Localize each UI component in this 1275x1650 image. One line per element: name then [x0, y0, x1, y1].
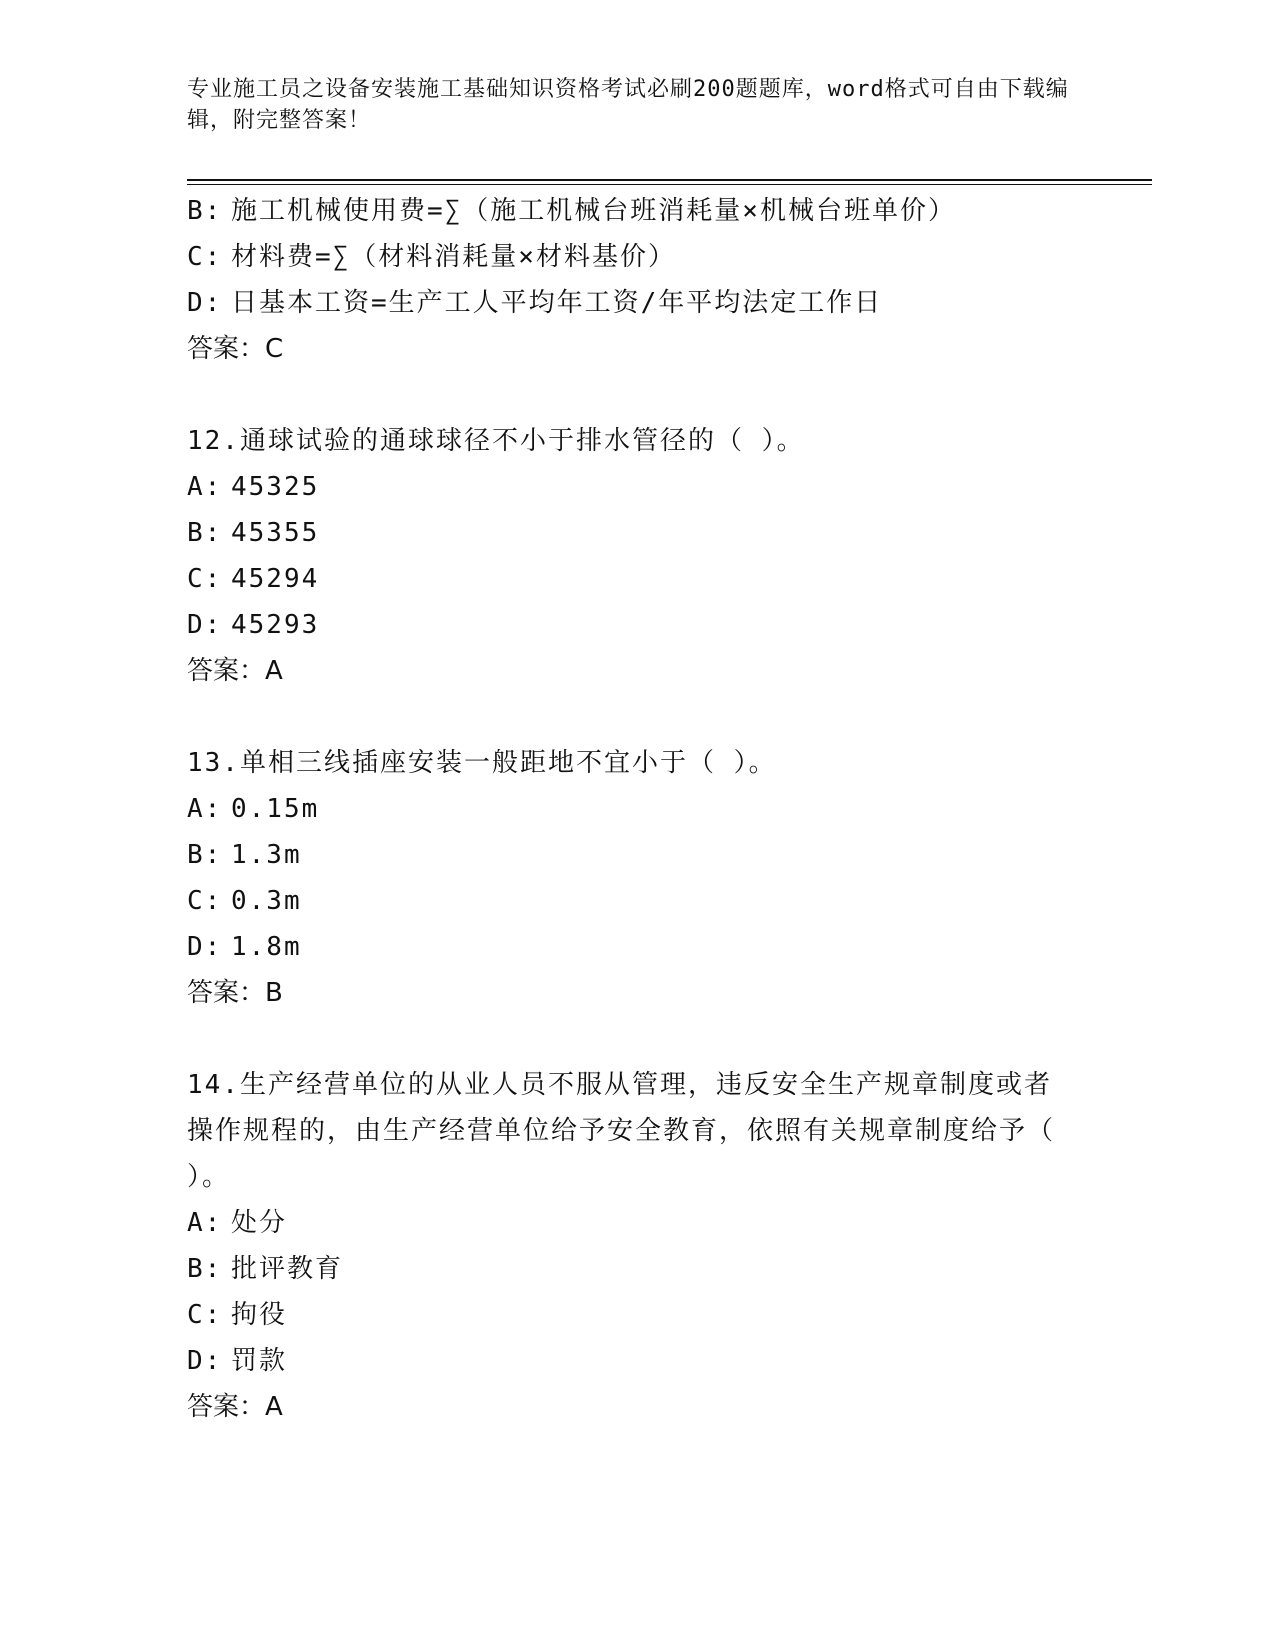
option-b: [187, 510, 1087, 556]
option-d: [187, 1338, 1087, 1384]
option-a: [187, 1200, 1087, 1246]
option-key: B:: [187, 840, 223, 870]
option-c: [187, 234, 1087, 280]
option-c: [187, 878, 1087, 924]
option-d: [187, 280, 1087, 326]
answer-line: 答案：B: [187, 978, 283, 1008]
option-text: 处分: [231, 1208, 288, 1238]
option-text: 45293: [231, 610, 320, 640]
header-rule-thick: [187, 179, 1152, 181]
answer-line: 答案：C: [187, 334, 284, 364]
option-key: A:: [187, 472, 223, 502]
question-content: [187, 188, 1087, 1430]
option-key: C:: [187, 1300, 223, 1330]
question-stem: 13.单相三线插座安装一般距地不宜小于（ ）。: [187, 748, 777, 778]
option-text: 日基本工资=生产工人平均年工资/年平均法定工作日: [231, 288, 883, 318]
option-key: D:: [187, 932, 223, 962]
option-text: 45325: [231, 472, 320, 502]
question-block-12: [187, 418, 1087, 694]
option-a: [187, 464, 1087, 510]
option-b: [187, 832, 1087, 878]
option-text: 1.3m: [231, 840, 302, 870]
option-d: [187, 924, 1087, 970]
option-b: [187, 1246, 1087, 1292]
question-block-14: [187, 1062, 1087, 1430]
answer-line: 答案：A: [187, 1392, 283, 1422]
option-key: B:: [187, 518, 223, 548]
option-key: C:: [187, 886, 223, 916]
option-key: B:: [187, 1254, 223, 1284]
option-key: D:: [187, 610, 223, 640]
page-header: 专业施工员之设备安装施工基础知识资格考试必刷200题题库，word格式可自由下载编辑，附完整答案！: [187, 77, 1069, 133]
option-a: [187, 786, 1087, 832]
question-stem: 14.生产经营单位的从业人员不服从管理，违反安全生产规章制度或者操作规程的，由生产经营单位给予安全教育，依照有关规章制度给予（ ）。: [187, 1070, 1056, 1192]
option-text: 0.3m: [231, 886, 302, 916]
option-text: 1.8m: [231, 932, 302, 962]
question-stem: 12.通球试验的通球球径不小于排水管径的（ ）。: [187, 426, 805, 456]
header-rule-thin: [187, 184, 1152, 185]
option-text: 材料费=∑（材料消耗量×材料基价）: [231, 242, 676, 272]
option-key: C:: [187, 564, 223, 594]
option-text: 罚款: [231, 1346, 288, 1376]
option-key: D:: [187, 288, 223, 318]
option-text: 施工机械使用费=∑（施工机械台班消耗量×机械台班单价）: [231, 196, 956, 226]
question-block-13: [187, 740, 1087, 1016]
option-text: 0.15m: [231, 794, 320, 824]
option-c: [187, 1292, 1087, 1338]
option-key: A:: [187, 794, 223, 824]
option-text: 批评教育: [231, 1254, 344, 1284]
option-text: 45294: [231, 564, 320, 594]
answer-line: 答案：A: [187, 656, 283, 686]
option-text: 拘役: [231, 1300, 288, 1330]
option-b: [187, 188, 1087, 234]
option-c: [187, 556, 1087, 602]
option-key: C:: [187, 242, 223, 272]
option-text: 45355: [231, 518, 320, 548]
prev-question-block: [187, 188, 1087, 372]
option-key: B:: [187, 196, 223, 226]
option-key: A:: [187, 1208, 223, 1238]
option-key: D:: [187, 1346, 223, 1376]
option-d: [187, 602, 1087, 648]
